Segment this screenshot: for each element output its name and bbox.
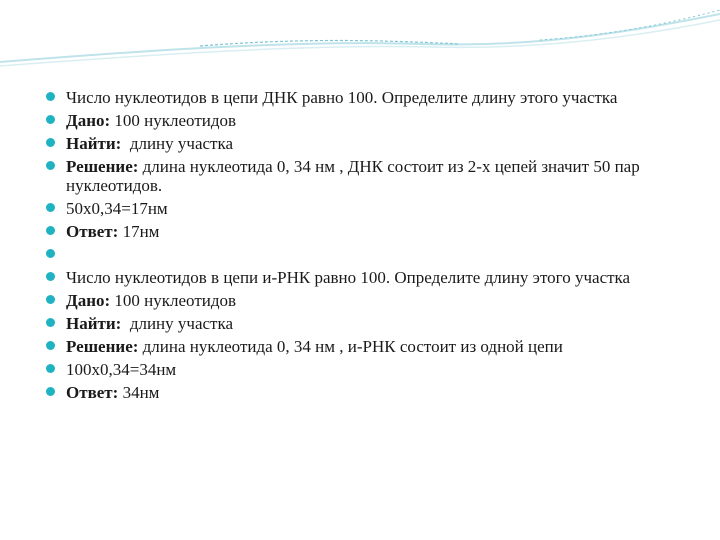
decorative-wave-lines xyxy=(0,0,720,80)
item-text: длина нуклеотида 0, 34 нм , ДНК состоит из 2-х цепей значит 50 пар нуклеотидов. xyxy=(66,157,640,195)
item-text: 50х0,34=17нм xyxy=(66,199,168,218)
item-text: Число нуклеотидов в цепи и-РНК равно 100. Определите длину этого участка xyxy=(66,268,631,287)
item-label: Дано: xyxy=(66,111,111,130)
list-item xyxy=(46,337,696,356)
bullet-icon xyxy=(46,161,55,170)
item-label: Найти: xyxy=(66,134,122,153)
item-text: 100 нуклеотидов xyxy=(110,291,237,310)
bullet-icon xyxy=(46,364,55,373)
item-text: 34нм xyxy=(118,383,160,402)
slide-content-list xyxy=(46,88,696,406)
list-item xyxy=(46,199,696,218)
list-item-empty xyxy=(46,245,696,264)
bullet-icon xyxy=(46,387,55,396)
list-item xyxy=(46,222,696,241)
list-item xyxy=(46,111,696,130)
bullet-icon xyxy=(46,115,55,124)
bullet-icon xyxy=(46,138,55,147)
list-item xyxy=(46,134,696,153)
bullet-icon xyxy=(46,341,55,350)
bullet-icon xyxy=(46,272,55,281)
list-item xyxy=(46,360,696,379)
list-item xyxy=(46,314,696,333)
item-text: длина нуклеотида 0, 34 нм , и-РНК состоит из одной цепи xyxy=(138,337,563,356)
bullet-icon xyxy=(46,295,55,304)
item-label: Ответ: xyxy=(66,383,119,402)
item-text: длину участка xyxy=(121,134,234,153)
item-label: Решение: xyxy=(66,157,139,176)
bullet-icon xyxy=(46,318,55,327)
list-item xyxy=(46,88,696,107)
item-text: Число нуклеотидов в цепи ДНК равно 100. Определите длину этого участка xyxy=(66,88,618,107)
bullet-icon xyxy=(46,249,55,258)
item-text: 100 нуклеотидов xyxy=(110,111,237,130)
bullet-icon xyxy=(46,203,55,212)
bullet-icon xyxy=(46,226,55,235)
item-label: Дано: xyxy=(66,291,111,310)
item-label: Найти: xyxy=(66,314,122,333)
bullet-icon xyxy=(46,92,55,101)
list-item xyxy=(46,268,696,287)
item-text: 17нм xyxy=(118,222,160,241)
list-item xyxy=(46,157,696,195)
item-label: Решение: xyxy=(66,337,139,356)
item-label: Ответ: xyxy=(66,222,119,241)
item-text: длину участка xyxy=(121,314,234,333)
item-text: 100х0,34=34нм xyxy=(66,360,177,379)
list-item xyxy=(46,291,696,310)
list-item xyxy=(46,383,696,402)
